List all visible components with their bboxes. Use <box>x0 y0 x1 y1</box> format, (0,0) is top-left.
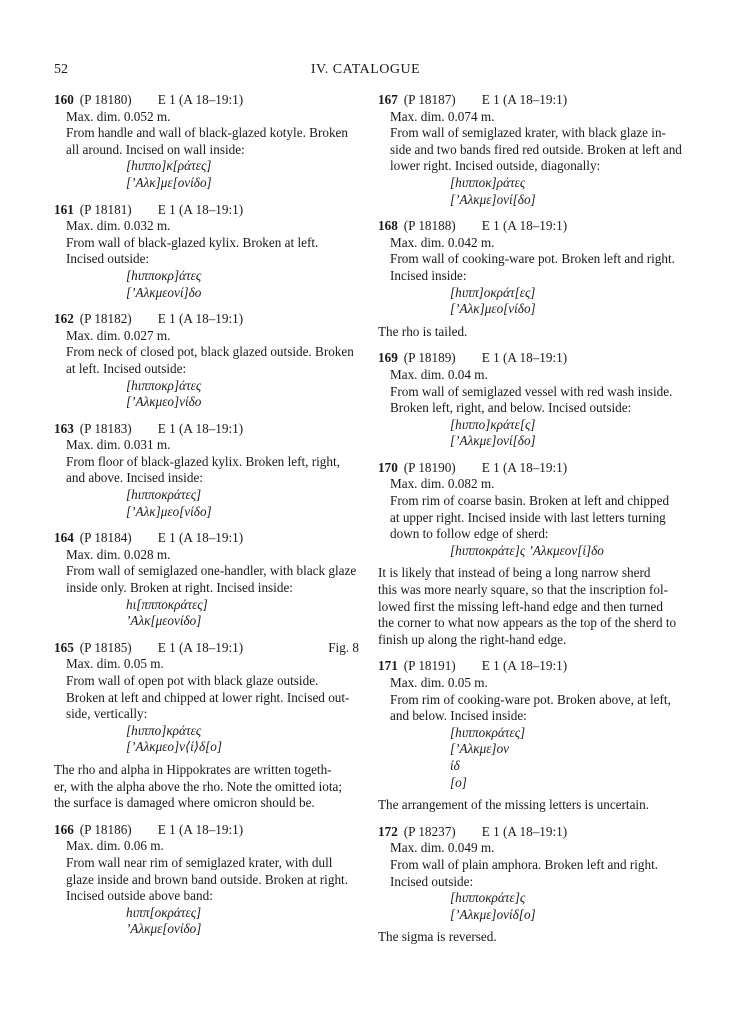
description-line: From wall of semiglazed vessel with red wash inside. <box>390 383 673 399</box>
findspot: E 1 (A 18–19:1) <box>157 201 244 217</box>
note-line: er, with the alpha above the rho. Note the omitted iota; <box>54 778 343 794</box>
inscription-line: [hιπποκράτες] <box>450 724 526 740</box>
inscription-line: [hιπποκρ]άτες <box>126 267 202 283</box>
findspot: E 1 (A 18–19:1) <box>157 311 244 327</box>
catalogue-entry <box>54 202 359 302</box>
entry-number: 172 <box>378 823 398 839</box>
description-line: From wall of semiglazed krater, with black glaze in- <box>390 125 666 141</box>
findspot: E 1 (A 18–19:1) <box>481 92 568 107</box>
entry-number: 165 <box>54 639 74 655</box>
entry-description <box>378 367 683 450</box>
inscription-line: hι[ππποκράτες] <box>126 596 208 612</box>
entry-header <box>54 202 359 219</box>
entry-note <box>54 762 359 812</box>
findspot: E 1 (A 18–19:1) <box>157 420 244 436</box>
description-line: From wall of plain amphora. Broken left and right. <box>390 856 659 872</box>
inventory-number: (P 18183) <box>79 420 132 436</box>
entry-number: 161 <box>54 201 74 217</box>
inscription-line: [hιπποκρ]άτες <box>126 377 202 393</box>
inscription-line: hιππ[οκράτες] <box>126 904 202 920</box>
inventory-number: (P 18187) <box>403 92 456 107</box>
findspot: E 1 (A 18–19:1) <box>157 530 244 546</box>
note-line: lowed first the missing left-hand edge and then turned <box>378 598 663 614</box>
note-line: the surface is damaged where omicron should be. <box>54 795 315 811</box>
entry-description <box>54 656 359 756</box>
entry-description <box>54 547 359 630</box>
inventory-number: (P 18180) <box>79 92 132 107</box>
page-title: IV. CATALOGUE <box>310 62 421 77</box>
description-line: From floor of black-glazed kylix. Broken left, right, <box>66 453 340 469</box>
description-line: all around. Incised on wall inside: <box>66 141 245 157</box>
description-line: From handle and wall of black-glazed kotyle. Broken <box>66 125 348 141</box>
inventory-number: (P 18188) <box>403 218 456 234</box>
catalogue-entry <box>54 640 359 812</box>
entry-note <box>378 565 683 648</box>
description-line: Incised outside: <box>390 873 474 889</box>
description-line: Incised outside: <box>66 251 150 267</box>
entry-note <box>378 929 683 946</box>
inventory-number: (P 18186) <box>79 821 132 837</box>
note-line: The rho is tailed. <box>378 323 468 339</box>
description-line: From wall near rim of semiglazed krater, with dull <box>66 854 333 870</box>
description-line: down to follow edge of sherd: <box>390 526 549 542</box>
entry-description <box>378 476 683 559</box>
inventory-number: (P 18191) <box>403 658 456 674</box>
note-line: It is likely that instead of being a long narrow sherd <box>378 565 651 581</box>
entry-description <box>54 328 359 411</box>
entry-header <box>54 311 359 328</box>
entry-description <box>54 218 359 301</box>
inventory-number: (P 18190) <box>403 459 456 475</box>
description-line: From wall of cooking-ware pot. Broken left and right. <box>390 251 675 267</box>
findspot: E 1 (A 18–19:1) <box>481 658 568 674</box>
description-line: at upper right. Incised inside with last letters turning <box>390 509 666 525</box>
description-line: Max. dim. 0.05 m. <box>66 656 164 672</box>
description-line: From rim of cooking-ware pot. Broken above, at left, <box>390 691 671 707</box>
entry-description <box>378 840 683 923</box>
inventory-number: (P 18185) <box>79 639 132 655</box>
description-line: side, vertically: <box>66 706 148 722</box>
inscription-line: [ʼΑλκμε]ονί[δο] <box>450 191 536 207</box>
inscription-line: [ʼΑλκμεο]νίδο <box>126 394 202 410</box>
description-line: Max. dim. 0.04 m. <box>390 366 488 382</box>
catalogue-entry <box>54 421 359 521</box>
findspot: E 1 (A 18–19:1) <box>157 821 244 837</box>
entry-description <box>378 109 683 209</box>
description-line: lower right. Incised outside, diagonally: <box>390 158 601 174</box>
findspot: E 1 (A 18–19:1) <box>481 350 568 366</box>
description-line: Max. dim. 0.027 m. <box>66 327 171 343</box>
inscription-line: [hιπποκ]ράτες <box>450 174 526 190</box>
catalogue-entry <box>378 92 683 208</box>
description-line: From wall of open pot with black glaze outside. <box>66 673 319 688</box>
entry-description <box>378 235 683 318</box>
inscription-line: [ʼΑλκμε]ον <box>450 741 510 757</box>
note-line: The rho and alpha in Hippokrates are written togeth- <box>54 761 332 777</box>
entry-number: 164 <box>54 530 74 546</box>
catalogue-entry <box>378 460 683 649</box>
description-line: Max. dim. 0.052 m. <box>66 108 171 124</box>
entry-header <box>378 92 683 109</box>
description-line: From wall of semiglazed one-handler, with black glaze <box>66 563 357 579</box>
description-line: From neck of closed pot, black glazed outside. Broken <box>66 344 354 360</box>
description-line: From rim of coarse basin. Broken at left and chipped <box>390 493 670 509</box>
inscription-line: ίδ <box>450 757 460 773</box>
entry-header <box>54 421 359 438</box>
inscription-line: [ʼΑλκμε]ονί[δο] <box>450 433 536 449</box>
entry-header <box>54 640 359 657</box>
catalogue-entry <box>378 218 683 340</box>
catalogue-entry <box>54 530 359 630</box>
description-line: Max. dim. 0.06 m. <box>66 838 164 854</box>
description-line: side and two bands fired red outside. Broken at left and <box>390 141 682 157</box>
entry-note <box>378 797 683 814</box>
description-line: at left. Incised outside: <box>66 360 187 376</box>
catalogue-entry <box>378 658 683 813</box>
inscription-line: [hιπποκράτες] <box>126 487 202 503</box>
entry-number: 166 <box>54 821 74 837</box>
entry-header <box>378 460 683 477</box>
entry-description <box>54 437 359 520</box>
inscription-line: ʼΑλκ[μεονίδο] <box>126 613 202 629</box>
entry-number: 162 <box>54 311 74 327</box>
entry-number: 171 <box>378 658 398 674</box>
description-line: Incised outside above band: <box>66 888 213 904</box>
findspot: E 1 (A 18–19:1) <box>157 92 244 107</box>
description-line: Max. dim. 0.082 m. <box>390 476 495 492</box>
description-line: Incised inside: <box>390 267 467 283</box>
description-line: From wall of black-glazed kylix. Broken at left. <box>66 234 319 250</box>
note-line: The sigma is reversed. <box>378 929 497 945</box>
inscription-line: [ʼΑλκ]μεο[νίδο] <box>450 301 536 317</box>
right-column <box>378 92 683 956</box>
description-line: Broken left, right, and below. Incised outside: <box>390 400 632 416</box>
inscription-line: [hιππ]οκράτ[ες] <box>450 284 536 300</box>
description-line: Max. dim. 0.074 m. <box>390 108 495 124</box>
findspot: E 1 (A 18–19:1) <box>481 459 568 475</box>
inscription-line: [hιπποκράτε]ς <box>450 890 526 906</box>
entry-number: 160 <box>54 92 74 107</box>
page-number: 52 <box>54 62 68 77</box>
description-line: inside only. Broken at right. Incised inside: <box>66 580 293 596</box>
inventory-number: (P 18182) <box>79 311 132 327</box>
findspot: E 1 (A 18–19:1) <box>157 639 244 655</box>
description-line: Max. dim. 0.032 m. <box>66 218 171 234</box>
catalogue-entry <box>54 92 359 192</box>
entry-header <box>54 92 359 109</box>
entry-header <box>378 218 683 235</box>
description-line: Max. dim. 0.05 m. <box>390 675 488 690</box>
findspot: E 1 (A 18–19:1) <box>481 218 568 234</box>
description-line: Max. dim. 0.042 m. <box>390 234 495 250</box>
note-line: this was more nearly square, so that the inscription fol- <box>378 582 669 598</box>
inventory-number: (P 18237) <box>403 823 456 839</box>
inscription-line: [ο] <box>450 774 467 790</box>
entry-header <box>378 350 683 367</box>
entry-header <box>378 824 683 841</box>
figure-ref: Fig. 8 <box>328 639 359 655</box>
entry-header <box>54 822 359 839</box>
catalogue-entry <box>54 311 359 411</box>
note-line: the corner to what now appears as the top of the sherd to <box>378 615 677 631</box>
entry-header <box>54 530 359 547</box>
inventory-number: (P 18189) <box>403 350 456 366</box>
description-line: Broken at left and chipped at lower right. Incised out- <box>66 689 350 705</box>
catalogue-entry <box>378 350 683 450</box>
entry-number: 169 <box>378 350 398 366</box>
entry-number: 163 <box>54 420 74 436</box>
description-line: Max. dim. 0.049 m. <box>390 840 495 856</box>
inscription-line: [ʼΑλκμεο]ν⟨ί⟩δ[ο] <box>126 739 222 755</box>
inscription-line: [ʼΑλκμε]ονίδ[ο] <box>450 906 536 922</box>
inscription-line: ʼΑλκμε[ονίδο] <box>126 921 202 937</box>
inscription-line: [hιππο]κράτε[ς] <box>450 416 536 432</box>
inventory-number: (P 18184) <box>79 530 132 546</box>
description-line: and below. Incised inside: <box>390 708 527 724</box>
inscription-line: [ʼΑλκμεονί]δο <box>126 284 202 300</box>
findspot: E 1 (A 18–19:1) <box>481 823 568 839</box>
note-line: finish up along the right-hand edge. <box>378 631 567 647</box>
description-line: and above. Incised inside: <box>66 470 203 486</box>
entry-number: 170 <box>378 459 398 475</box>
note-line: The arrangement of the missing letters is uncertain. <box>378 797 649 813</box>
left-column <box>54 92 359 948</box>
description-line: glaze inside and brown band outside. Broken at right. <box>66 871 348 887</box>
description-line: Max. dim. 0.028 m. <box>66 546 171 562</box>
inscription-line: [hιππο]κ[ράτες] <box>126 158 212 174</box>
entry-description <box>54 838 359 938</box>
entry-description <box>54 109 359 192</box>
description-line: Max. dim. 0.031 m. <box>66 437 171 453</box>
catalogue-entry <box>378 824 683 946</box>
inscription-line: [ʼΑλκ]μεο[νίδο] <box>126 503 212 519</box>
inscription-line: [ʼΑλκ]με[ονίδο] <box>126 174 212 190</box>
inscription-line: [hιπποκράτε]ς ʼΑλκμεον[ί]δο <box>450 542 604 558</box>
inventory-number: (P 18181) <box>79 201 132 217</box>
entry-note <box>378 324 683 341</box>
entry-header <box>378 658 683 675</box>
entry-description <box>378 675 683 791</box>
inscription-line: [hιππο]κράτες <box>126 722 202 738</box>
entry-number: 168 <box>378 218 398 234</box>
catalogue-entry <box>54 822 359 938</box>
entry-number: 167 <box>378 92 398 107</box>
